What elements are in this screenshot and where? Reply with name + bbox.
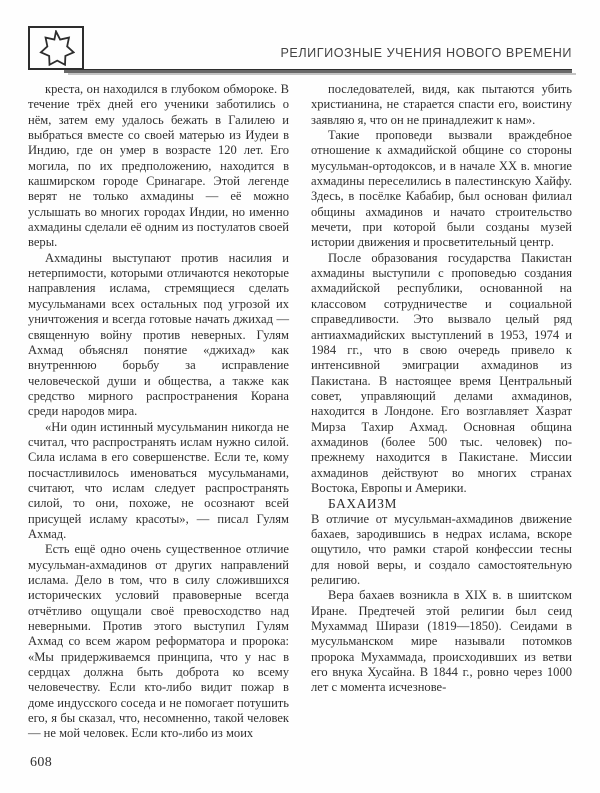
nine-pointed-star-emblem: [28, 26, 84, 70]
paragraph: Вера бахаев возникла в XIX в. в шиитском Иране. Предтечей этой религии был сеид Мухаммад Ширази (1819—1850). Сеидами в мусульманском мире называли потомков пророка Мухаммада, происходивших из ветви его внука Хусайна. В 1844 г., ровно через 1000 лет с момента исчезнове-: [311, 588, 572, 695]
paragraph: В отличие от мусульман-ахмадинов движение бахаев, зародившись в недрах ислама, вскоре ощутило, что рамки старой конфессии тесны для новой веры, и создало самостоятельную религию.: [311, 511, 572, 588]
page-header: [0, 24, 600, 70]
paragraph: последователей, видя, как пытаются убить христианина, не старается спасти его, воистину заявляю я, что он не принадлежит к нам».: [311, 82, 572, 127]
paragraph: Ахмадины выступают против насилия и нетерпимости, которыми отличаются некоторые направления ислама, стремящиеся сделать мусульманами всех остальных под угрозой их уничтожения и всегда готовые начать джихад — священную войну против неверных. Гулям Ахмад объяснял понятие «джихад» как внутреннюю борьбу за исправление человеческой души и общества, а также как средство мирного распространения Корана среди народов мира.: [28, 250, 289, 419]
paragraph: «Ни один истинный мусульманин никогда не считал, что распространять ислам нужно силой. Сила ислама в его совершенстве. Если те, кому посчастливилось именоваться мусульманами, считают, что ислам следует распространять силой, то они, похоже, не осознают всей присущей исламу красоты», — писал Гулям Ахмад.: [28, 419, 289, 541]
left-column: [28, 82, 289, 741]
header-rule-shadow: [68, 73, 576, 75]
paragraph: Такие проповеди вызвали враждебное отношение к ахмадийской общине со стороны мусульман-ортодоксов, и в начале XX в. многие ахмадины переселились в палестинскую Хайфу. Здесь, в посёлке Кабабир, был основан филиал общины ахмадинов и начато строительство мечети, при которой были созданы музей истории движения и просветительный центр.: [311, 128, 572, 250]
header-rule: [64, 69, 572, 73]
paragraph: После образования государства Пакистан ахмадины выступили с проповедью создания ахмадийской республики, основанной на классовом сотрудничестве и социальной справедливости. Это вызвало целый ряд антиахмадийских выступлений в 1953, 1974 и 1984 гг., что в свою очередь привело к интенсивной эмиграции ахмадинов из Пакистана. В настоящее время Центральный совет, управляющий делами ахмадинов, находится в Лондоне. Его возглавляет Хазрат Мирза Тахир Ахмад. Основная община ахмадинов (более 500 тыс. человек) по-прежнему находится в Пакистане. Миссии ахмадинов действуют во многих странах Востока, Европы и Америки.: [311, 250, 572, 495]
section-heading-bahaizm: БАХАИЗМ: [328, 496, 398, 512]
running-title: РЕЛИГИОЗНЫЕ УЧЕНИЯ НОВОГО ВРЕМЕНИ: [280, 46, 572, 60]
page-number: 608: [30, 755, 53, 770]
nine-pointed-star-icon: [37, 30, 75, 66]
paragraph: Есть ещё одно очень существенное отличие мусульман-ахмадинов от других направлений ислама. Дело в том, что в силу сложившихся исторических условий правоверные всегда отчётливо ощущали своё превосходство над неверными. Против этого выступил Гулям Ахмад со всем жаром реформатора и пророка: «Мы придерживаемся принципа, что у нас в сердцах должна быть доброта ко всему человечеству. Если кто-либо видит пожар в доме индусского соседа и не помогает потушить его, я бы сказал, что, несомненно, такой человек — не мой человек. Если кто-либо из моих: [28, 542, 289, 741]
paragraph: креста, он находился в глубоком обмороке. В течение трёх дней его ученики заботились о нём, затем ему удалось бежать в Галилею и выбраться вместе со своей матерью из Иудеи в Индию, где он умер в возрасте 120 лет. Его могила, по их предположению, находится в кашмирском городе Сринагаре. Этой легенде верят не только ахмадины — её можно услышать во многих городах Индии, но именно ахмадины сделали её одним из постулатов своей веры.: [28, 82, 289, 250]
body-columns: [28, 82, 572, 741]
right-column: [311, 82, 572, 730]
